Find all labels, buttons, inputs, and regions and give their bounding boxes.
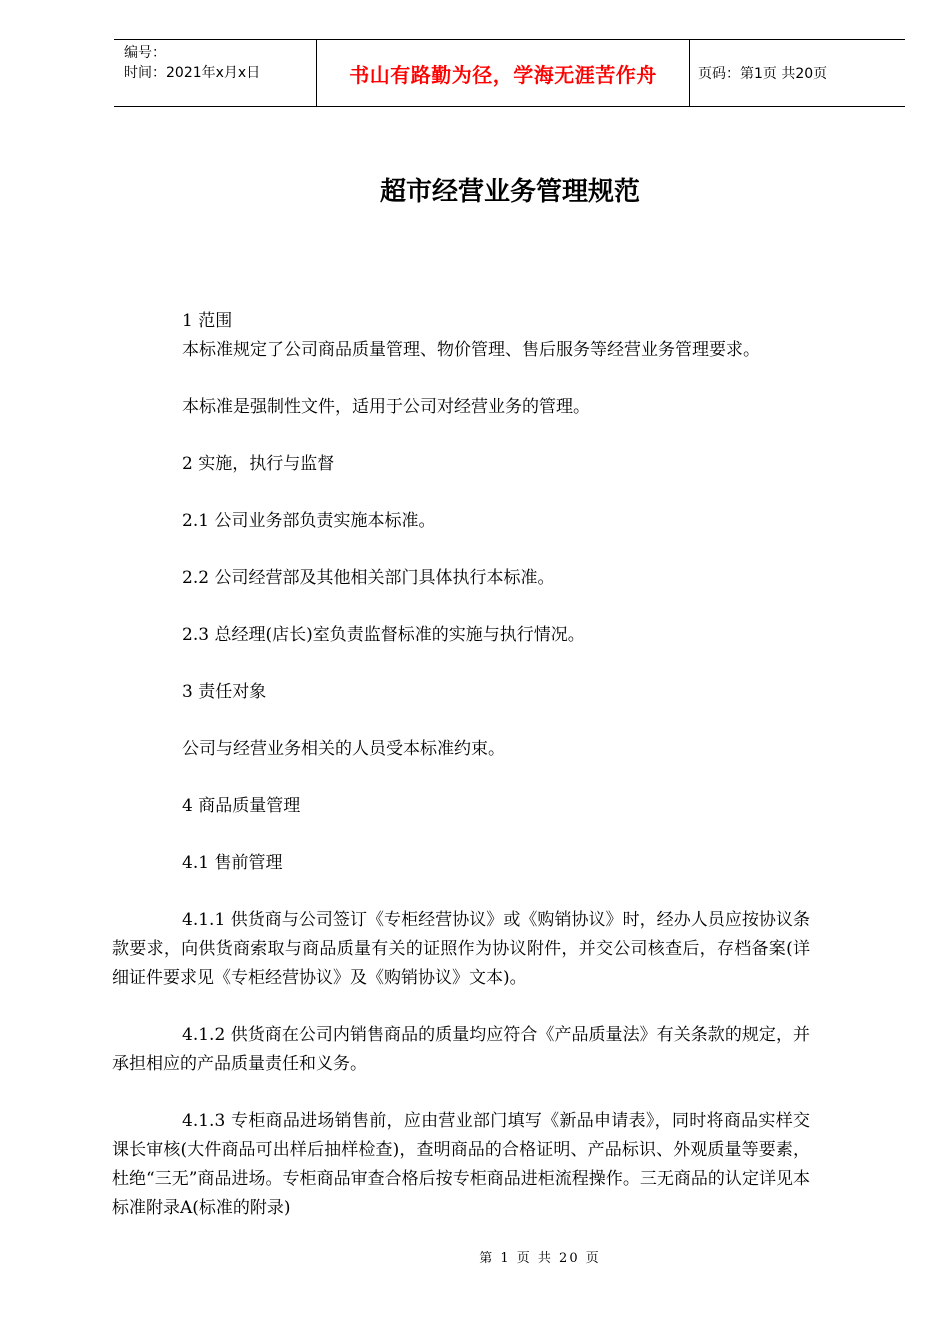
section-heading-1: 1 范围 (182, 311, 233, 331)
section-heading-2: 2 实施，执行与监督 (182, 454, 335, 474)
header-page-info: 页码：第1页 共20页 (698, 66, 828, 82)
paragraph: 4.1.1 供货商与公司签订《专柜经营协议》或《购销协议》时，经办人员应按协议条款要求，向供货商索取与商品质量有关的证照作为协议附件，并交公司核查后，存档备案(详细证件要求见《专柜经营协议》及《购销协议》文本)。 (112, 910, 810, 988)
paragraph: 2.2 公司经营部及其他相关部门具体执行本标准。 (182, 568, 555, 588)
header-slogan: 书山有路勤为径，学海无涯苦作舟 (316, 40, 690, 106)
section-heading-3: 3 责任对象 (182, 682, 267, 702)
header-number-label: 编号： (124, 45, 166, 61)
paragraph: 本标准规定了公司商品质量管理、物价管理、售后服务等经营业务管理要求。 (182, 340, 760, 360)
document-title: 超市经营业务管理规范 (379, 177, 640, 207)
paragraph: 公司与经营业务相关的人员受本标准约束。 (182, 739, 505, 759)
document-body (112, 307, 880, 1223)
paragraph: 2.1 公司业务部负责实施本标准。 (182, 511, 436, 531)
paragraph: 4.1.3 专柜商品进场销售前，应由营业部门填写《新品申请表》，同时将商品实样交课长审核(大件商品可出样后抽样检查)，查明商品的合格证明、产品标识、外观质量等要素，杜绝“三无”商品进场。专柜商品审查合格后按专柜商品进柜流程操作。三无商品的认定详见本标准附录A(标准的附录) (112, 1111, 810, 1218)
paragraph: 2.3 总经理(店长)室负责监督标准的实施与执行情况。 (182, 625, 585, 645)
header-time-label: 时间：2021年x月x日 (124, 65, 261, 81)
paragraph: 4.1.2 供货商在公司内销售商品的质量均应符合《产品质量法》有关条款的规定，并承担相应的产品质量责任和义务。 (112, 1025, 810, 1074)
section-heading-4: 4 商品质量管理 (182, 796, 301, 816)
header-table (114, 39, 905, 107)
paragraph: 本标准是强制性文件，适用于公司对经营业务的管理。 (182, 397, 590, 417)
subsection-heading: 4.1 售前管理 (182, 853, 283, 873)
header-meta-cell (114, 40, 316, 106)
page-footer: 第 1 页 共 20 页 (479, 1251, 601, 1266)
